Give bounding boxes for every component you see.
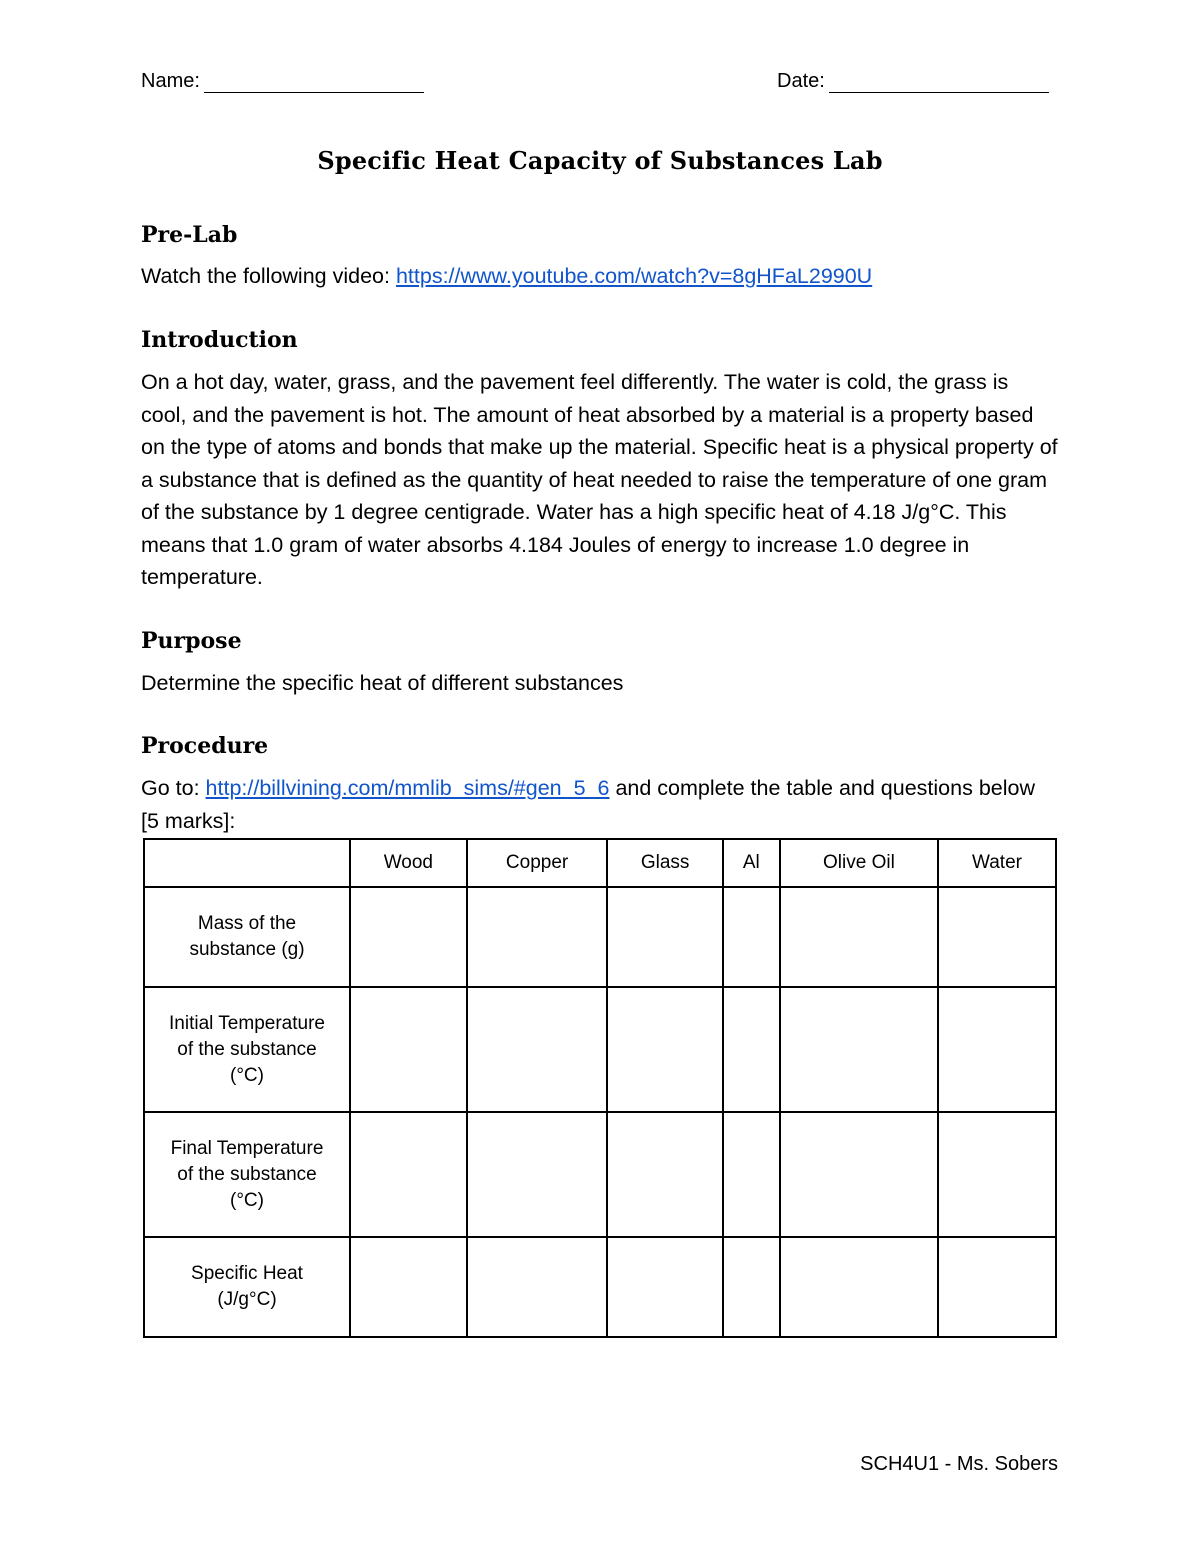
procedure-sim-link[interactable]: http://billvining.com/mmlib_sims/#gen_5_6 [205, 776, 610, 800]
name-blank-line[interactable] [204, 70, 424, 93]
table-cell-input[interactable] [607, 887, 722, 987]
column-header-al: Al [723, 839, 780, 887]
row-label-line: (°C) [230, 1064, 264, 1086]
table-cell-input[interactable] [938, 987, 1056, 1112]
introduction-heading: Introduction [141, 327, 298, 353]
column-header-water: Water [938, 839, 1056, 887]
table-cell-input[interactable] [467, 1112, 608, 1237]
introduction-text: On a hot day, water, grass, and the pavement feel differently. The water is cold, the grass is cool, and the pavement is hot. The amount of heat absorbed by a material is a property based on the type of atoms and bonds that make up the material. Specific heat is a physical property of a substance that is defined as the quantity of heat needed to raise the temperature of one gram of the substance by 1 degree centigrade. Water has a high specific heat of 4.18 J/g°C. This means that 1.0 gram of water absorbs 4.184 Joules of energy to increase 1.0 degree in temperature. [141, 370, 1058, 589]
lab-data-table [143, 838, 1057, 1338]
table-cell-input[interactable] [723, 987, 780, 1112]
table-row-initial-temperature [144, 987, 1056, 1112]
prelab-text: Watch the following video: [141, 264, 390, 288]
row-label-line: of the substance [177, 1038, 317, 1060]
column-header-wood: Wood [350, 839, 467, 887]
table-cell-input[interactable] [780, 1112, 938, 1237]
table-header-row [144, 839, 1056, 887]
row-label-line: (°C) [230, 1189, 264, 1211]
row-label-line: substance (g) [189, 939, 305, 960]
column-header-olive-oil: Olive Oil [780, 839, 938, 887]
procedure-text-block [141, 772, 1046, 837]
column-header-copper: Copper [467, 839, 608, 887]
procedure-text-after: and complete the table and questions below [5 marks]: [141, 776, 1035, 833]
table-cell-input[interactable] [350, 987, 467, 1112]
table-cell-input[interactable] [780, 987, 938, 1112]
table-corner-cell [144, 839, 350, 887]
table-cell-input[interactable] [467, 1237, 608, 1337]
table-cell-input[interactable] [938, 887, 1056, 987]
table-cell-input[interactable] [467, 987, 608, 1112]
purpose-text: Determine the specific heat of different substances [141, 671, 624, 695]
prelab-heading: Pre-Lab [141, 222, 238, 248]
table-cell-input[interactable] [723, 887, 780, 987]
table-row-final-temperature [144, 1112, 1056, 1237]
table-cell-input[interactable] [607, 1237, 722, 1337]
name-label: Name: [141, 70, 200, 92]
table-cell-input[interactable] [350, 887, 467, 987]
row-label-line: of the substance [177, 1163, 317, 1185]
column-header-glass: Glass [607, 839, 722, 887]
table-cell-input[interactable] [467, 887, 608, 987]
table-cell-input[interactable] [723, 1112, 780, 1237]
document-title: Specific Heat Capacity of Substances Lab [317, 146, 883, 175]
table-row-mass [144, 887, 1056, 987]
table-cell-input[interactable] [780, 887, 938, 987]
row-label-line: Mass of the [197, 913, 297, 934]
table-cell-input[interactable] [938, 1237, 1056, 1337]
table-cell-input[interactable] [607, 1112, 722, 1237]
table-cell-input[interactable] [350, 1237, 467, 1337]
table-row-specific-heat [144, 1237, 1056, 1337]
row-label-line: Final Temperature [170, 1137, 324, 1159]
row-label-initial-temperature [144, 987, 350, 1112]
table-cell-input[interactable] [780, 1237, 938, 1337]
row-label-line: (J/g°C) [217, 1289, 277, 1310]
procedure-heading: Procedure [141, 733, 269, 759]
date-label: Date: [777, 70, 825, 92]
purpose-heading: Purpose [141, 628, 242, 654]
page-footer: SCH4U1 - Ms. Sobers [860, 1453, 1058, 1475]
table-cell-input[interactable] [723, 1237, 780, 1337]
row-label-mass [144, 887, 350, 987]
row-label-final-temperature [144, 1112, 350, 1237]
table-cell-input[interactable] [350, 1112, 467, 1237]
procedure-text-before: Go to: [141, 776, 200, 800]
date-blank-line[interactable] [829, 70, 1049, 93]
header-row [141, 70, 1056, 100]
prelab-text-block [141, 260, 1061, 293]
row-label-specific-heat [144, 1237, 350, 1337]
row-label-line: Initial Temperature [169, 1012, 325, 1034]
row-label-line: Specific Heat [191, 1263, 303, 1284]
date-field-group [777, 70, 1049, 93]
table-cell-input[interactable] [938, 1112, 1056, 1237]
table-cell-input[interactable] [607, 987, 722, 1112]
name-field-group [141, 70, 424, 93]
prelab-video-link[interactable]: https://www.youtube.com/watch?v=8gHFaL2990U [395, 264, 873, 288]
